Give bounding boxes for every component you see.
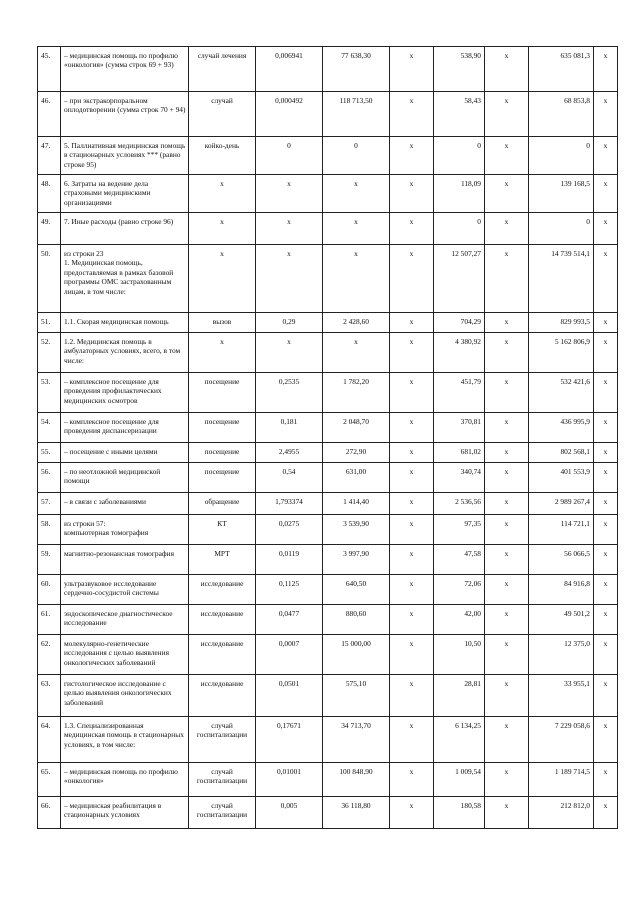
row-name: – при экстракорпоральном оплодотворении (сумма строк 70 + 94) [61, 92, 189, 137]
table-row [38, 575, 618, 605]
row-volume: 0,1125 [256, 575, 323, 605]
row-col5: x [390, 313, 434, 333]
row-volume: 0,29 [256, 313, 323, 333]
table-row [38, 245, 618, 313]
row-total: 802 568,1 [529, 443, 594, 463]
row-unit: случай [189, 92, 256, 137]
row-total: 0 [529, 137, 594, 175]
row-unit: случай госпитализации [189, 717, 256, 763]
row-total: 33 955,1 [529, 675, 594, 717]
row-total: 1 189 714,5 [529, 763, 594, 797]
row-col7: x [485, 373, 529, 413]
row-col7: x [485, 545, 529, 575]
row-volume: 0,0477 [256, 605, 323, 635]
row-col7: x [485, 413, 529, 443]
row-volume: x [256, 175, 323, 213]
row-col7: x [485, 493, 529, 515]
row-name: 1.3. Специализированная медицинская помощь в стационарных условиях, в том числе: [61, 717, 189, 763]
row-col9: x [594, 373, 618, 413]
row-col9: x [594, 47, 618, 92]
row-cost: x [323, 245, 390, 313]
row-cost: x [323, 213, 390, 245]
row-number: 50. [38, 245, 61, 313]
row-unit: исследование [189, 635, 256, 675]
row-col5: x [390, 545, 434, 575]
row-col5: x [390, 373, 434, 413]
row-volume: 0,0119 [256, 545, 323, 575]
row-cost: 36 118,80 [323, 797, 390, 829]
row-volume: x [256, 333, 323, 373]
row-number: 58. [38, 515, 61, 545]
financing-table [37, 46, 618, 829]
row-number: 66. [38, 797, 61, 829]
row-unit: обращение [189, 493, 256, 515]
row-total: 139 168,5 [529, 175, 594, 213]
row-unit: x [189, 245, 256, 313]
row-per-capita: 0 [434, 213, 485, 245]
row-unit: x [189, 175, 256, 213]
row-unit: x [189, 213, 256, 245]
row-number: 47. [38, 137, 61, 175]
row-name: – в связи с заболеваниями [61, 493, 189, 515]
row-per-capita: 681,02 [434, 443, 485, 463]
table-row [38, 413, 618, 443]
row-col7: x [485, 443, 529, 463]
row-unit: посещение [189, 413, 256, 443]
row-number: 56. [38, 463, 61, 493]
row-col5: x [390, 213, 434, 245]
row-col7: x [485, 763, 529, 797]
row-name: ультразвуковое исследование сердечно-сосудистой системы [61, 575, 189, 605]
row-col7: x [485, 635, 529, 675]
row-name: из строки 57: компьютерная томография [61, 515, 189, 545]
row-col9: x [594, 545, 618, 575]
row-col5: x [390, 333, 434, 373]
table-row [38, 545, 618, 575]
row-col9: x [594, 635, 618, 675]
row-total: 114 721,1 [529, 515, 594, 545]
row-number: 57. [38, 493, 61, 515]
row-col5: x [390, 463, 434, 493]
row-total: 7 229 058,6 [529, 717, 594, 763]
row-col5: x [390, 763, 434, 797]
row-per-capita: 58,43 [434, 92, 485, 137]
row-col7: x [485, 92, 529, 137]
row-unit: случай лечения [189, 47, 256, 92]
row-unit: МРТ [189, 545, 256, 575]
row-col7: x [485, 463, 529, 493]
row-col5: x [390, 675, 434, 717]
row-cost: 3 997,90 [323, 545, 390, 575]
row-volume: 0,0007 [256, 635, 323, 675]
row-cost: 34 713,70 [323, 717, 390, 763]
row-number: 52. [38, 333, 61, 373]
table-row [38, 443, 618, 463]
row-cost: 2 048,70 [323, 413, 390, 443]
row-volume: x [256, 213, 323, 245]
row-cost: 77 638,30 [323, 47, 390, 92]
table-row [38, 213, 618, 245]
table-row [38, 493, 618, 515]
row-unit: КТ [189, 515, 256, 545]
row-number: 59. [38, 545, 61, 575]
row-col9: x [594, 313, 618, 333]
row-total: 829 993,5 [529, 313, 594, 333]
row-cost: 575,10 [323, 675, 390, 717]
row-unit: посещение [189, 443, 256, 463]
row-col7: x [485, 245, 529, 313]
row-col9: x [594, 245, 618, 313]
row-name: гистологическое исследование с целью выявления онкологических заболеваний [61, 675, 189, 717]
row-col9: x [594, 213, 618, 245]
row-col9: x [594, 717, 618, 763]
row-col9: x [594, 605, 618, 635]
row-volume: 0,000492 [256, 92, 323, 137]
row-per-capita: 1 009,54 [434, 763, 485, 797]
row-unit: посещение [189, 373, 256, 413]
row-number: 45. [38, 47, 61, 92]
row-col9: x [594, 92, 618, 137]
row-number: 60. [38, 575, 61, 605]
table-row [38, 675, 618, 717]
row-name: молекулярно-генетические исследования с целью выявления онкологических заболеваний [61, 635, 189, 675]
row-per-capita: 538,90 [434, 47, 485, 92]
row-col7: x [485, 575, 529, 605]
row-col7: x [485, 213, 529, 245]
row-col9: x [594, 333, 618, 373]
row-unit: случай госпитализации [189, 797, 256, 829]
row-col7: x [485, 515, 529, 545]
row-cost: 880,60 [323, 605, 390, 635]
row-cost: 272,90 [323, 443, 390, 463]
row-name: – медицинская помощь по профилю «онкология» [61, 763, 189, 797]
row-number: 48. [38, 175, 61, 213]
row-volume: 0,17671 [256, 717, 323, 763]
table-row [38, 763, 618, 797]
row-total: 12 375,0 [529, 635, 594, 675]
row-unit: исследование [189, 575, 256, 605]
row-col5: x [390, 413, 434, 443]
row-col5: x [390, 717, 434, 763]
row-total: 56 066,5 [529, 545, 594, 575]
row-name: – медицинская реабилитация в стационарных условиях [61, 797, 189, 829]
table-row [38, 635, 618, 675]
row-volume: 2,4955 [256, 443, 323, 463]
row-per-capita: 370,81 [434, 413, 485, 443]
row-per-capita: 28,81 [434, 675, 485, 717]
row-cost: 1 414,40 [323, 493, 390, 515]
table-row [38, 463, 618, 493]
row-col7: x [485, 675, 529, 717]
row-total: 49 501,2 [529, 605, 594, 635]
row-col5: x [390, 92, 434, 137]
table-row [38, 515, 618, 545]
row-volume: 0 [256, 137, 323, 175]
row-col9: x [594, 463, 618, 493]
row-volume: 0,2535 [256, 373, 323, 413]
row-number: 65. [38, 763, 61, 797]
row-number: 61. [38, 605, 61, 635]
row-per-capita: 12 507,27 [434, 245, 485, 313]
row-per-capita: 180,58 [434, 797, 485, 829]
row-per-capita: 6 134,25 [434, 717, 485, 763]
row-per-capita: 97,35 [434, 515, 485, 545]
row-per-capita: 118,09 [434, 175, 485, 213]
row-col7: x [485, 137, 529, 175]
row-unit: посещение [189, 463, 256, 493]
row-total: 14 739 514,1 [529, 245, 594, 313]
table-row [38, 175, 618, 213]
row-cost: 1 782,20 [323, 373, 390, 413]
row-total: 68 853,8 [529, 92, 594, 137]
row-col9: x [594, 763, 618, 797]
row-total: 2 989 267,4 [529, 493, 594, 515]
row-number: 55. [38, 443, 61, 463]
row-volume: 0,006941 [256, 47, 323, 92]
row-col9: x [594, 137, 618, 175]
row-volume: 0,54 [256, 463, 323, 493]
row-col7: x [485, 313, 529, 333]
row-per-capita: 2 536,56 [434, 493, 485, 515]
row-per-capita: 10,50 [434, 635, 485, 675]
row-number: 54. [38, 413, 61, 443]
table-row [38, 605, 618, 635]
row-cost: 0 [323, 137, 390, 175]
row-volume: 0,0275 [256, 515, 323, 545]
row-cost: 100 848,90 [323, 763, 390, 797]
row-col7: x [485, 797, 529, 829]
row-total: 635 081,3 [529, 47, 594, 92]
table-row [38, 92, 618, 137]
row-col9: x [594, 443, 618, 463]
row-col5: x [390, 635, 434, 675]
row-col5: x [390, 797, 434, 829]
row-per-capita: 451,79 [434, 373, 485, 413]
row-col9: x [594, 175, 618, 213]
row-name: 6. Затраты на ведение дела страховыми медицинскими организациями [61, 175, 189, 213]
row-col5: x [390, 605, 434, 635]
row-col5: x [390, 175, 434, 213]
row-volume: 0,0501 [256, 675, 323, 717]
row-name: 7. Иные расходы (равно строке 96) [61, 213, 189, 245]
row-unit: вызов [189, 313, 256, 333]
row-volume: 1,793374 [256, 493, 323, 515]
row-per-capita: 0 [434, 137, 485, 175]
row-col5: x [390, 575, 434, 605]
row-number: 53. [38, 373, 61, 413]
row-total: 401 553,9 [529, 463, 594, 493]
row-col7: x [485, 717, 529, 763]
row-cost: x [323, 175, 390, 213]
row-per-capita: 704,29 [434, 313, 485, 333]
row-col7: x [485, 333, 529, 373]
row-per-capita: 4 380,92 [434, 333, 485, 373]
row-unit: x [189, 333, 256, 373]
table-row [38, 797, 618, 829]
row-name: – комплексное посещение для проведения профилактических медицинских осмотров [61, 373, 189, 413]
row-col5: x [390, 245, 434, 313]
table-body [38, 47, 618, 829]
row-col9: x [594, 575, 618, 605]
row-col5: x [390, 515, 434, 545]
row-cost: 3 539,90 [323, 515, 390, 545]
row-number: 63. [38, 675, 61, 717]
row-col7: x [485, 605, 529, 635]
row-unit: койко-день [189, 137, 256, 175]
row-col7: x [485, 175, 529, 213]
row-cost: 2 428,60 [323, 313, 390, 333]
row-number: 49. [38, 213, 61, 245]
row-cost: 118 713,50 [323, 92, 390, 137]
row-number: 46. [38, 92, 61, 137]
row-unit: исследование [189, 675, 256, 717]
row-cost: 631,00 [323, 463, 390, 493]
row-total: 436 995,9 [529, 413, 594, 443]
row-name: магнитно-резонансная томография [61, 545, 189, 575]
row-col9: x [594, 515, 618, 545]
row-name: эндоскопическое диагностическое исследование [61, 605, 189, 635]
row-per-capita: 340,74 [434, 463, 485, 493]
row-col9: x [594, 493, 618, 515]
row-col5: x [390, 493, 434, 515]
row-total: 5 162 806,9 [529, 333, 594, 373]
row-unit: случай госпитализации [189, 763, 256, 797]
row-name: – комплексное посещение для проведения диспансеризации [61, 413, 189, 443]
row-cost: 640,50 [323, 575, 390, 605]
row-total: 532 421,6 [529, 373, 594, 413]
row-total: 84 916,8 [529, 575, 594, 605]
row-volume: 0,181 [256, 413, 323, 443]
row-name: – по неотложной медицинской помощи [61, 463, 189, 493]
row-per-capita: 47,58 [434, 545, 485, 575]
row-volume: 0,01001 [256, 763, 323, 797]
table-row [38, 717, 618, 763]
row-cost: 15 000,00 [323, 635, 390, 675]
row-name: 1.1. Скорая медицинская помощь [61, 313, 189, 333]
row-number: 64. [38, 717, 61, 763]
row-col9: x [594, 675, 618, 717]
row-col9: x [594, 797, 618, 829]
row-per-capita: 72,06 [434, 575, 485, 605]
row-total: 212 812,0 [529, 797, 594, 829]
row-cost: x [323, 333, 390, 373]
row-volume: x [256, 245, 323, 313]
row-name: – посещение с иными целями [61, 443, 189, 463]
row-name: из строки 23 1. Медицинская помощь, предоставляемая в рамках базовой программы ОМС застрахованным лицам, в том числе: [61, 245, 189, 313]
row-name: 1.2. Медицинская помощь в амбулаторных условиях, всего, в том числе: [61, 333, 189, 373]
table-row [38, 313, 618, 333]
row-col7: x [485, 47, 529, 92]
table-row [38, 47, 618, 92]
row-col5: x [390, 47, 434, 92]
row-per-capita: 42,00 [434, 605, 485, 635]
row-name: 5. Паллиативная медицинская помощь в стационарных условиях *** (равно строке 95) [61, 137, 189, 175]
row-total: 0 [529, 213, 594, 245]
table-row [38, 373, 618, 413]
row-col5: x [390, 443, 434, 463]
row-number: 62. [38, 635, 61, 675]
row-number: 51. [38, 313, 61, 333]
table-row [38, 333, 618, 373]
row-unit: исследование [189, 605, 256, 635]
row-col9: x [594, 413, 618, 443]
row-col5: x [390, 137, 434, 175]
row-volume: 0,005 [256, 797, 323, 829]
table-row [38, 137, 618, 175]
row-name: – медицинская помощь по профилю «онкология» (сумма строк 69 + 93) [61, 47, 189, 92]
